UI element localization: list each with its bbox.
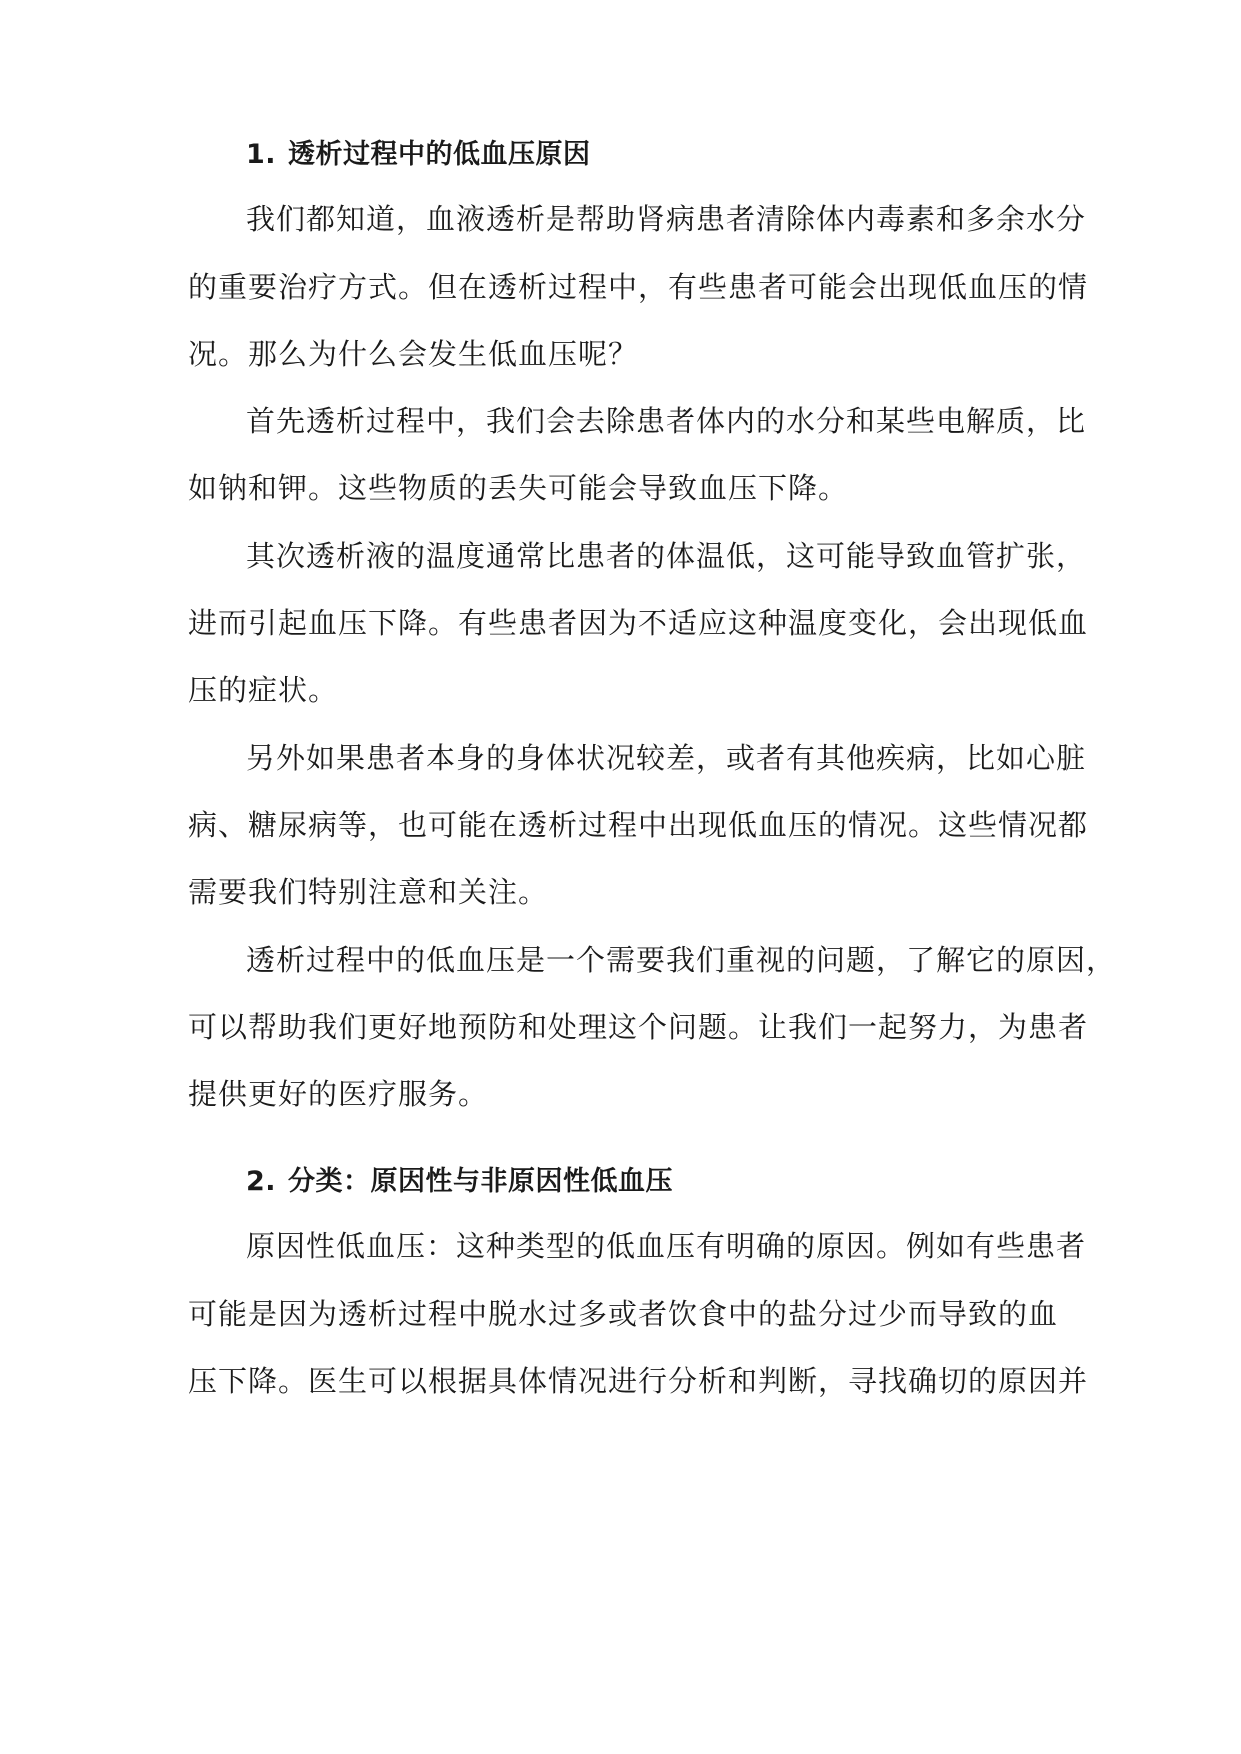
paragraph-line: 病、糖尿病等，也可能在透析过程中出现低血压的情况。这些情况都 — [188, 808, 1089, 842]
paragraph-line: 其次透析液的温度通常比患者的体温低，这可能导致血管扩张， — [246, 539, 1087, 573]
section-number: 1. — [246, 139, 277, 170]
paragraph-line: 首先透析过程中，我们会去除患者体内的水分和某些电解质，比 — [246, 404, 1087, 438]
section-title: 透析过程中的低血压原因 — [288, 139, 591, 170]
paragraph-line: 我们都知道，血液透析是帮助肾病患者清除体内毒素和多余水分 — [246, 202, 1087, 236]
paragraph-line: 提供更好的医疗服务。 — [188, 1077, 489, 1111]
section-heading-1 — [246, 135, 591, 175]
paragraph-line: 可以帮助我们更好地预防和处理这个问题。让我们一起努力，为患者 — [188, 1010, 1089, 1044]
section-heading-2 — [246, 1162, 673, 1202]
section-number: 2. — [246, 1166, 277, 1197]
paragraph-line: 况。那么为什么会发生低血压呢？ — [188, 337, 639, 371]
paragraph-line: 如钠和钾。这些物质的丢失可能会导致血压下降。 — [188, 471, 849, 505]
paragraph-line: 压的症状。 — [188, 673, 339, 707]
paragraph-line: 的重要治疗方式。但在透析过程中，有些患者可能会出现低血压的情 — [188, 270, 1089, 304]
paragraph-line: 压下降。医生可以根据具体情况进行分析和判断，寻找确切的原因并 — [188, 1364, 1089, 1398]
paragraph-line: 进而引起血压下降。有些患者因为不适应这种温度变化，会出现低血 — [188, 606, 1089, 640]
paragraph-line: 可能是因为透析过程中脱水过多或者饮食中的盐分过少而导致的血 — [188, 1297, 1059, 1331]
paragraph-line: 透析过程中的低血压是一个需要我们重视的问题，了解它的原因， — [246, 943, 1117, 977]
paragraph-line: 需要我们特别注意和关注。 — [188, 875, 549, 909]
paragraph-line: 原因性低血压：这种类型的低血压有明确的原因。例如有些患者 — [246, 1229, 1087, 1263]
section-title: 分类：原因性与非原因性低血压 — [288, 1166, 673, 1197]
paragraph-line: 另外如果患者本身的身体状况较差，或者有其他疾病，比如心脏 — [246, 741, 1087, 775]
